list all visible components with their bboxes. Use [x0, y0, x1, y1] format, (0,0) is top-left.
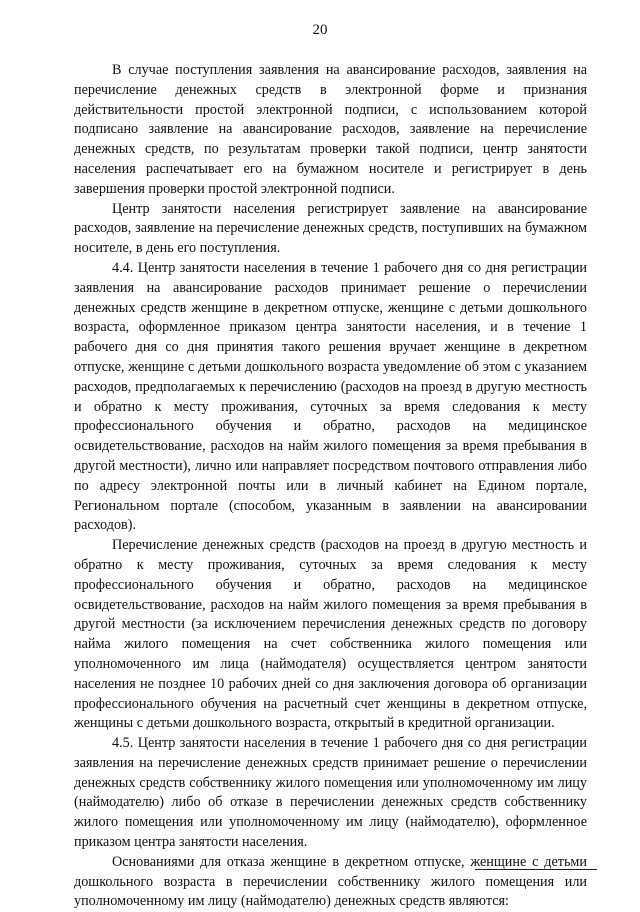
paragraph-section-4-4: 4.4. Центр занятости населения в течение 1 рабочего дня со дня регистрации заявления на авансирование расходов принимает решение о перечислении денежных средств женщине в декретном отпуске, женщине с детьми дошкольного возраста, оформленное приказом центра занятости населения, и в течение 1 рабочего дня со дня принятия такого решения вручает женщине в декретном отпуске, женщине с детьми дошкольного возраста уведомление об этом с указанием расходов, предполагаемых к перечислению (расходов на проезд в другую местность и обратно к месту проживания, суточных за время следования к месту профессионального обучения и обратно, расходов на медицинское освидетельствование, расходов на найм жилого помещения за время пребывания в другой местности), лично или направляет посредством почтового отправления либо по адресу электронной почты или в личный кабинет на Едином портале, Региональном портале (способом, указанным в заявлении на авансировании расходов).: [74, 259, 587, 534]
page-number: 20: [312, 22, 328, 38]
footer-rule: [475, 869, 597, 870]
paragraph-electronic-signature: В случае поступления заявления на авансирование расходов, заявления на перечисление денежных средств в электронной форме и признания действительности простой электронной подписи, с использованием которой подписано заявление на авансирование расходов, заявление на перечисление денежных средств, по результатам проверки такой подписи, центр занятости населения распечатывает его на бумажном носителе и регистрирует в день завершения проверки простой электронной подписи.: [74, 62, 587, 197]
document-body: [74, 61, 587, 912]
paragraph-section-4-5: 4.5. Центр занятости населения в течение 1 рабочего дня со дня регистрации заявления на перечисление денежных средств принимает решение о перечислении денежных средств собственнику жилого помещения или уполномоченному им лицу (наймодателю) либо об отказе в перечислении денежных средств собственнику жилого помещения или уполномоченному им лицу (наймодателю), оформленное приказом центра занятости населения.: [74, 735, 587, 851]
paragraph-funds-transfer: Перечисление денежных средств (расходов на проезд в другую местность и обратно к месту проживания, суточных за время следования к месту профессионального обучения и обратно, расходов на медицинское освидетельствование, расходов на найм жилого помещения за время пребывания в другой местности (за исключением перечисления денежных средств по договору найма жилого помещения на счет собственника жилого помещения или уполномоченного им лица (наймодателя) осуществляется центром занятости населения не позднее 10 рабочих дней со дня заключения договора об организации профессионального обучения на расчетный счет женщины в декретном отпуске, женщины с детьми дошкольного возраста, открытый в кредитной организации.: [74, 537, 587, 732]
paragraph-refusal-grounds: Основаниями для отказа женщине в декретном отпуске, женщине с детьми дошкольного возраста в перечислении собственнику жилого помещения или уполномоченному им лицу (наймодателю) денежных средств являются:: [74, 853, 587, 910]
paragraph-registration-paper: Центр занятости населения регистрирует заявление на авансирование расходов, заявление на перечисление денежных средств, поступивших на бумажном носителе, в день его поступления.: [74, 200, 587, 257]
